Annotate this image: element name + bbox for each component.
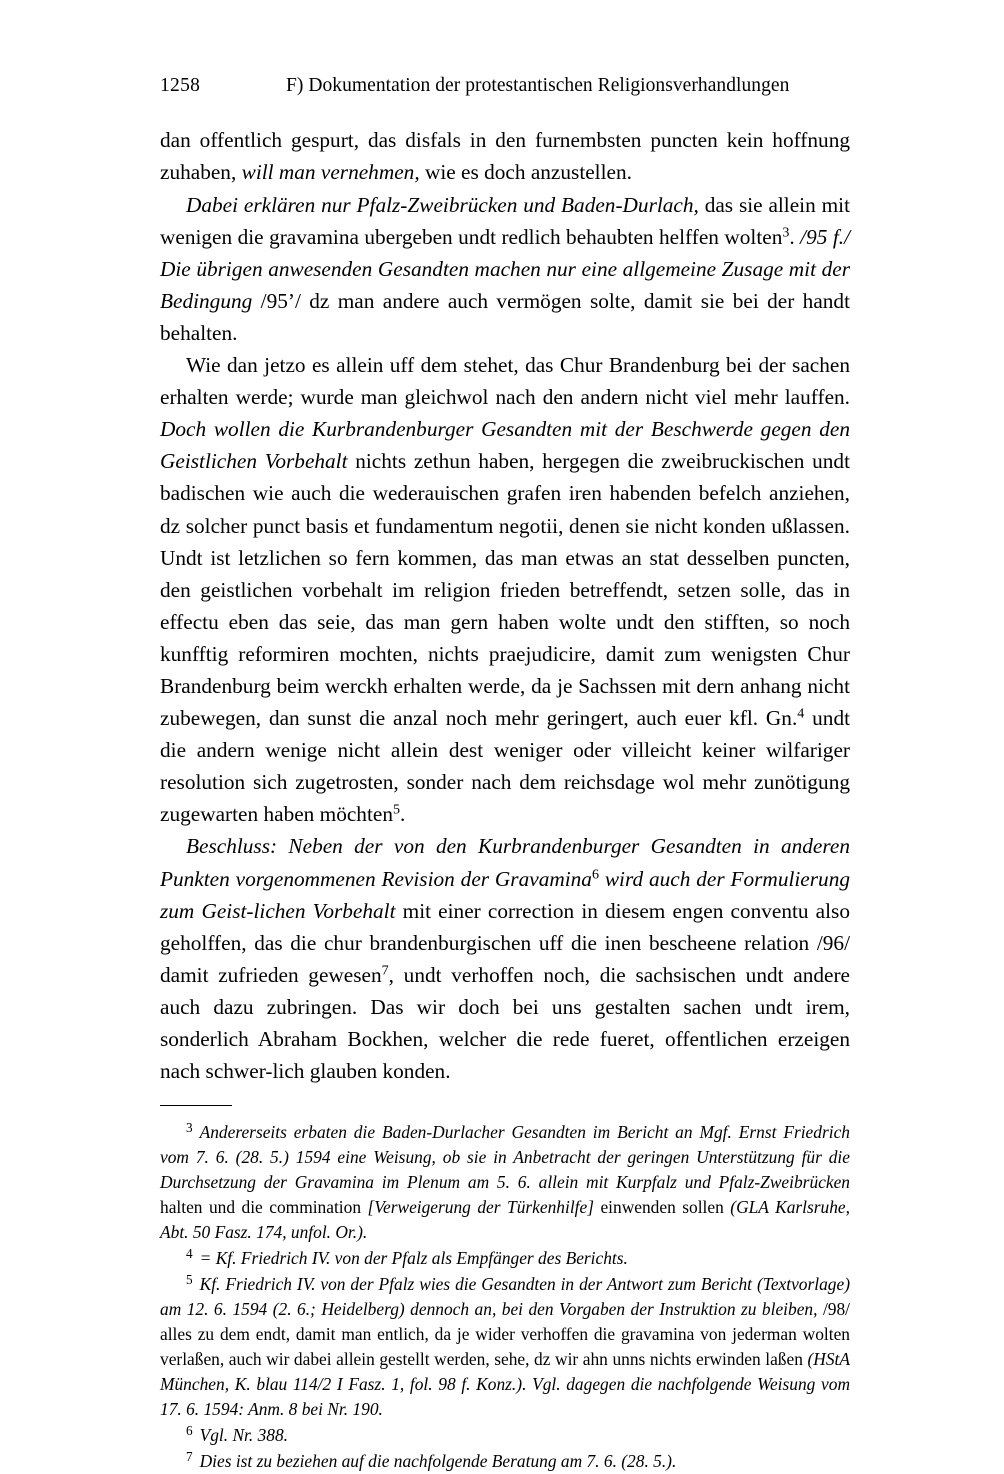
p4-run1: mit einer correction in diesem engen conventu also geholffen, das die chur brandenburgischen uff die inen bescheene relation /96/ damit zufrieden gewesen bbox=[160, 898, 850, 987]
paragraph-1 bbox=[160, 124, 850, 188]
paragraph-4-beschluss bbox=[160, 830, 850, 1087]
footnote-number-6: 6 bbox=[186, 1422, 193, 1438]
footnote-number-4: 4 bbox=[186, 1245, 193, 1261]
running-title: F) Dokumentation der protestantischen Religionsverhandlungen bbox=[286, 75, 790, 96]
footnote-3 bbox=[160, 1120, 850, 1245]
p3-run1: Wie dan jetzo es allein uff dem stehet, das Chur Brandenburg bei der sachen erhalten werde; wurde man gleichwol nach den andern nicht viel mehr lauffen. bbox=[160, 353, 850, 410]
footnote-5-segment-3: (HStA München, K. blau 114/2 I Fasz. 1, fol. 98 f. Konz.). Vgl. dagegen die nachfolgende Weisung vom 17. 6. 1594: Anm. 8 bei Nr. 190. bbox=[160, 1349, 850, 1420]
footnote-7 bbox=[160, 1449, 850, 1474]
p3-run2: nichts zethun haben, hergegen die zweibruckischen undt badischen wie auch die wederauischen grafen iren habenden befelch anziehen, dz solcher punct basis et fundamentum negotii, denen sie nicht konden ußlassen. Undt ist letzlichen so fern kommen, das man etwas an stat desselben puncten, den geistlichen vorbehalt im religion frieden betreffendt, setzen solle, das in effectu eben das seie, das man gern haben wolte undt den stifften, so noch kunfftig reformiren mochten, nichts praejudicire, damit zum wenigsten Chur Brandenburg beim werckh erhalten werde, da je Sachssen mit dern anhang nicht zubewegen, dan sunst die anzal noch mehr geringert, auch euer kfl. Gn. bbox=[160, 449, 850, 731]
p2-italic2: /95 f./ Die übrigen anwesenden Gesandten machen nur eine allgemeine Zusage mit der Bedingung bbox=[160, 224, 850, 313]
footnote-3-segment-1: Andererseits erbaten die Baden-Durlacher Gesandten im Bericht an Mgf. Ernst Friedrich vom 7. 6. (28. 5.) 1594 eine Weisung, ob sie in Anbetracht der geringen Unterstützung für die Durchsetzung der Gravamina im Plenum am 5. 6. allein mit Kurpfalz und Pfalz-Zweibrücken bbox=[160, 1122, 850, 1193]
p3-run3: undt die andern wenige nicht allein dest weniger oder villeicht keiner wilfariger resolution sich zugetrosten, sonder nach dem reichsdage wol mehr zunötigung zugewarten haben möchten bbox=[160, 706, 851, 827]
footnote-ref-5[interactable]: 5 bbox=[392, 802, 401, 819]
footnote-6 bbox=[160, 1423, 850, 1448]
footnote-ref-4[interactable]: 4 bbox=[797, 705, 805, 722]
p2-italic1: Dabei erklären nur Pfalz-Zweibrücken und Baden-Durlach, bbox=[186, 192, 699, 217]
paragraph-2 bbox=[160, 189, 850, 349]
p2-run3: /95’/ dz man andere auch vermögen solte, damit sie bei der handt behalten. bbox=[160, 288, 850, 345]
running-head bbox=[160, 74, 850, 97]
paragraph-3 bbox=[160, 349, 850, 830]
p1-italic1: will man vernehmen, bbox=[241, 160, 420, 185]
p1-run1: dan offentlich gespurt, das disfals in den furnembsten puncten kein hoffnung zuhaben, bbox=[160, 128, 850, 185]
footnote-4 bbox=[160, 1246, 850, 1271]
p1-run2: wie es doch anzustellen. bbox=[419, 160, 632, 185]
p4-italic1: Beschluss: Neben der von den Kurbrandenburger Gesandten in anderen Punkten vorgenommenen Revision der Gravamina bbox=[160, 834, 850, 891]
footnote-ref-3[interactable]: 3 bbox=[782, 224, 790, 241]
footnote-number-3: 3 bbox=[186, 1119, 193, 1135]
page-content bbox=[160, 74, 850, 1474]
footnote-3-segment-3: [Verweigerung der Türkenhilfe] bbox=[367, 1197, 594, 1218]
footnote-apparatus bbox=[160, 1120, 850, 1474]
p4-italic2: wird auch der Formulierung zum Geist-​lichen Vorbehalt bbox=[160, 866, 850, 923]
footnote-7-segment-1: Dies ist zu beziehen auf die nachfolgende Beratung am 7. 6. (28. 5.). bbox=[199, 1451, 677, 1472]
footnote-separator-rule bbox=[160, 1105, 232, 1106]
p2-run1: das sie allein mit wenigen die gravamina ubergeben undt redlich behaubten helffen wolten bbox=[160, 192, 850, 249]
footnote-5-segment-2: /98/ alles zu dem endt, damit man entlich, da je wider verhoffen die gravamina von jederman wolten verlaßen, auch wir dabei allein gestellt werden, sehe, dz wir ahn unns nichts erwinden laßen bbox=[160, 1299, 850, 1370]
body-text bbox=[160, 124, 850, 1087]
p3-run4: . bbox=[400, 802, 406, 827]
footnote-6-segment-1: Vgl. Nr. 388. bbox=[199, 1425, 289, 1446]
page-number: 1258 bbox=[160, 75, 201, 96]
footnote-3-segment-5: (GLA Karlsruhe, Abt. 50 Fasz. 174, unfol. Or.). bbox=[160, 1197, 850, 1243]
p2-run2: . bbox=[789, 224, 801, 249]
footnote-number-7: 7 bbox=[186, 1448, 193, 1464]
p4-run2: , undt verhoffen noch, die sachsischen undt andere auch dazu zubringen. Das wir doch bei uns gestalten sachen undt irem, sonderlich Abraham Bockhen, welcher die rede fueret, offentlichen erzeigen nach schwer-​lich glauben konden. bbox=[160, 962, 850, 1084]
p3-italic1: Doch wollen die Kurbrandenburger Gesandten mit der Beschwerde gegen den Geistlichen Vorbehalt bbox=[160, 417, 850, 474]
footnote-3-segment-2: halten und die commination bbox=[160, 1197, 368, 1218]
footnote-ref-7[interactable]: 7 bbox=[381, 962, 389, 979]
footnote-5-segment-1: Kf. Friedrich IV. von der Pfalz wies die Gesandten in der Antwort zum Bericht (Textvorlage) am 12. 6. 1594 (2. 6.; Heidelberg) dennoch an, bei den Vorgaben der Instruktion zu bleiben, bbox=[160, 1274, 850, 1320]
footnote-4-segment-1: = Kf. Friedrich IV. von der Pfalz als Empfänger des Berichts. bbox=[199, 1248, 628, 1269]
footnote-5 bbox=[160, 1272, 850, 1422]
footnote-ref-6[interactable]: 6 bbox=[591, 866, 599, 883]
footnote-3-segment-4: einwenden sollen bbox=[593, 1197, 731, 1218]
footnote-number-5: 5 bbox=[186, 1271, 193, 1287]
